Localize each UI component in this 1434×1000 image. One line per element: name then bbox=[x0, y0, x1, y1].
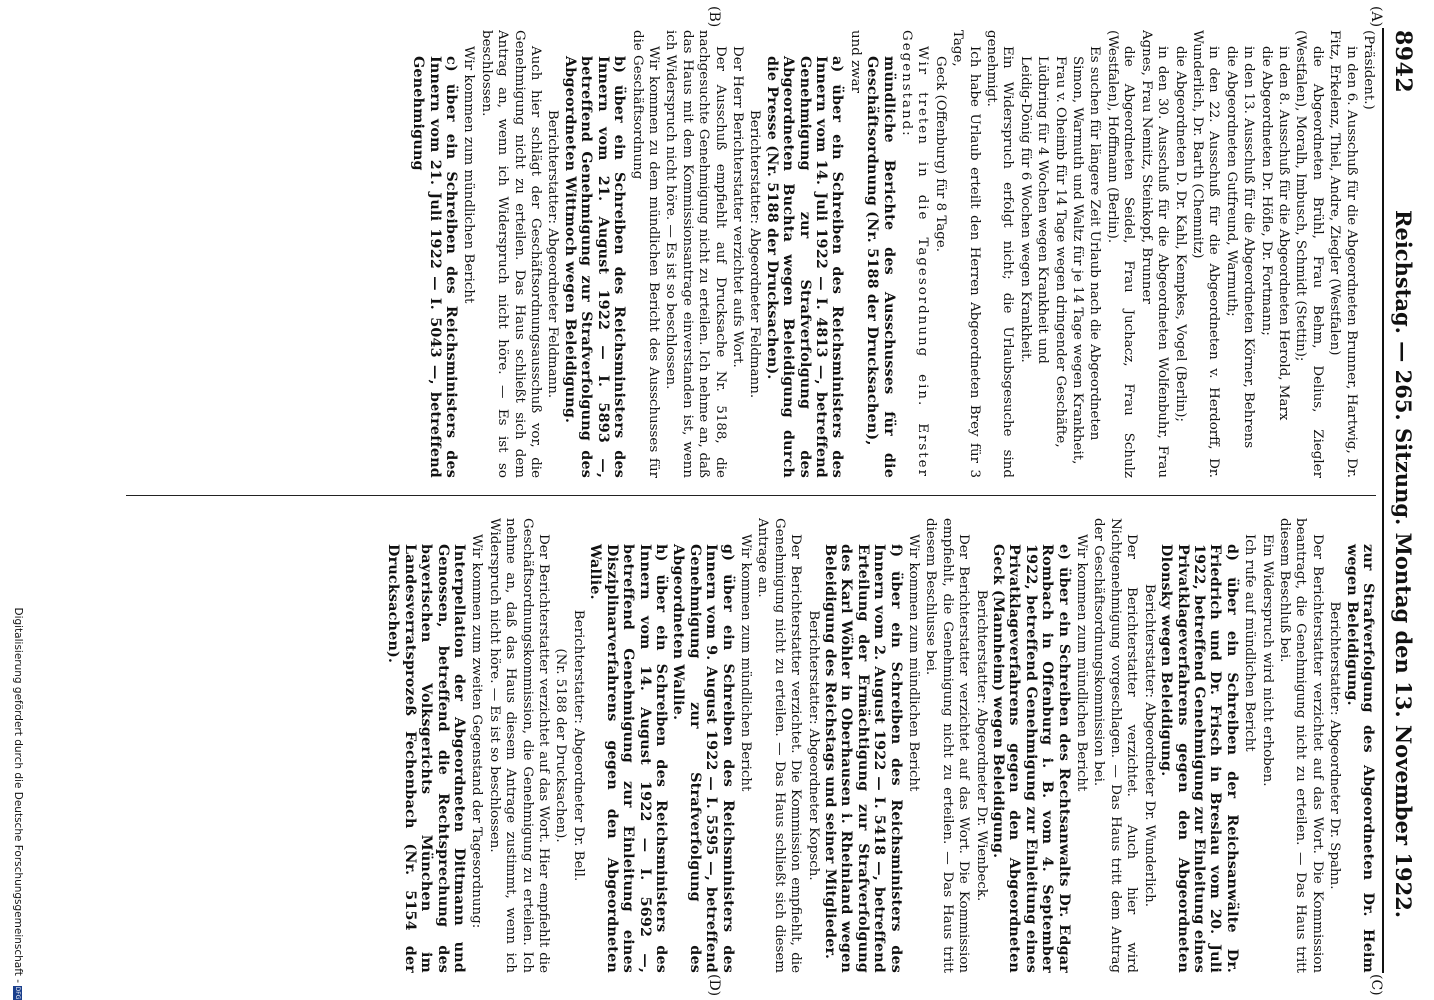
paragraph: Der Berichterstatter verzichtet auf das Wort. Die Kommission empfiehlt, die Genehmigung nicht zu erteilen. — Das Haus tritt diesem Beschlusse bei. bbox=[923, 518, 972, 973]
rapporteur: Berichterstatter: Abgeordneter Dr. Spahn. bbox=[1327, 601, 1343, 890]
agenda-subitem-e: e) über ein Schreiben des Rechtsanwalts Dr. Edgar Rombach in Offenburg i. B. vom 4. September 1922, betreffend Genehmigung zur Einleitung eines Privatklageverfahrens gegen den Abgeordneten Geck (Mannheim) wegen Beleidigung. bbox=[990, 544, 1072, 973]
paragraph: die Abgeordneten Seidel, Frau Juchacz, Frau Schulz (Westfalen), Hoffmann (Berlin). bbox=[1104, 30, 1137, 478]
margin-marker-b: (B) bbox=[706, 6, 722, 28]
agenda-subitem-a: a) über ein Schreiben des Reichsministers des Innern vom 14. Juli 1922 — I. 4813 —, betreffend Genehmigung zur Strafverfolgung des Abgeordneten Buchta wegen Beleidigung durch die Presse (Nr. 5188 der Drucksachen). bbox=[763, 56, 846, 478]
paragraph: Der Berichterstatter verzichtet. Die Kommission empfiehlt, die Genehmigung nicht zu erteilen. — Das Haus schließt sich diesem Antrage an. bbox=[755, 518, 804, 973]
left-column bbox=[86, 30, 1376, 478]
rapporteur: Berichterstatter: Abgeordneter Feldmann. bbox=[545, 109, 561, 399]
agenda-subitem-h: h) über ein Schreiben des Reichsministers des Innern vom 14. August 1922 — I. 5692 —, betreffend Genehmigung zur Einleitung eines Disziplinarverfahrens gegen den Abgeordneten Wallie. bbox=[587, 544, 669, 973]
paragraph: Ein Widerspruch erfolgt nicht; die Urlaubsgesuche sind genehmigt. bbox=[984, 30, 1016, 478]
page-title: Reichstag. — 265. Sitzung. Montag den 13. November 1922. bbox=[1391, 210, 1416, 919]
margin-marker-d: (D) bbox=[706, 974, 722, 997]
paragraph: (Präsident.) bbox=[1361, 30, 1376, 110]
paragraph: die Abgeordneten Gutfreund, Warmuth; bbox=[1223, 46, 1239, 317]
paragraph: in den 6. Ausschuß für die Abgeordneten Brunner, Hartwig, Dr. Fitz, Erkelenz, Thiel, Andre, Ziegler (Westfalen) bbox=[1327, 30, 1359, 478]
paragraph: Ich rufe auf mündlichen Bericht bbox=[1242, 534, 1258, 752]
paragraph: Der Ausschuß empfiehlt auf Drucksache Nr. 5188, die nachgesuchte Genehmigung nicht zu erteilen. Ich nehme an, daß das Haus mit dem Kommissionsantrage einverstanden ist, wenn ich Widerspruch nicht höre. — Es ist so beschlossen. bbox=[663, 30, 728, 478]
agenda-subitem-f: f) über ein Schreiben des Reichsministers des Innern vom 2. August 1922 — I. 5418 —, betreffend Erteilung der Ermächtigung zur Strafverfolgung des Karl Wöhler in Oberhausen i. Rheinland wegen Beleidigung des Reichstags und seiner Mitglieder. bbox=[822, 544, 904, 973]
rapporteur: Berichterstatter: Abgeordneter Dr. Wunderlich. bbox=[1141, 583, 1157, 908]
paragraph: Frau v. Oheimb für 14 Tage wegen dringender Geschäfte, bbox=[1052, 56, 1068, 448]
digitization-credit bbox=[12, 0, 24, 1000]
paragraph: die Abgeordneten Brühl, Frau Behm, Delius, Ziegler (Westfalen), Moralh, Imbusch, Schmidt (Stettin); bbox=[1293, 30, 1325, 478]
paragraph: Der Berichterstatter verzichtet auf das Wort. Die Kommission beantragt, die Genehmigung nicht zu erteilen. — Das Haus tritt diesem Beschluß bei. bbox=[1276, 518, 1325, 973]
dfg-logo: DFG bbox=[14, 986, 22, 1000]
paragraph: die Abgeordneten D. Dr. Kahl, Kempkes, Vogel (Berlin); bbox=[1172, 46, 1188, 423]
paragraph: Wir kommen zum mündlichen Bericht bbox=[461, 46, 477, 304]
paragraph: Leidig-Dönig für 6 Wochen wegen Krankheit. bbox=[1017, 56, 1033, 363]
paragraph: Der Berichterstatter verzichtet. Auch hier wird Nichtgenehmigung vorgeschlagen. — Das Haus tritt dem Antrag der Geschäftsordnungskommission bei. bbox=[1091, 518, 1140, 973]
paragraph: Wir kommen zum mündlichen Bericht bbox=[1074, 534, 1090, 792]
agenda-subitem-b: b) über ein Schreiben des Reichsministers des Innern vom 21. August 1922 — I. 5893 —, betreffend Genehmigung zur Strafverfolgung des Abgeordneten Wittmoch wegen Beleidigung. bbox=[561, 56, 628, 478]
paragraph: in den 22. Ausschuß für die Abgeordneten v. Herdorff, Dr. Wunderlich, Dr. Barth (Chemnitz) bbox=[1189, 30, 1222, 478]
paragraph: Geck (Offenburg) für 8 Tage. bbox=[932, 56, 948, 253]
agenda-subitem-c-cont: zur Strafverfolgung des Abgeordneten Dr. Heim wegen Beleidigung. bbox=[1343, 544, 1376, 973]
paragraph: Der Berichterstatter verzichtet auf das Wort. Hier empfiehlt die Geschäftsordnungskommission, die Genehmigung zu erteilen. Ich nehme an, daß das Haus diesem Antrage zustimmt, wenn ich Widerspruch nicht höre. — Es ist so beschlossen. bbox=[486, 518, 552, 973]
paragraph: Es suchen für längere Zeit Urlaub nach die Abgeordneten bbox=[1087, 46, 1103, 441]
paragraph: und zwar bbox=[847, 30, 863, 93]
column-divider bbox=[126, 495, 1376, 496]
rapporteur: Berichterstatter: Abgeordneter Dr. Wienbeck. bbox=[973, 589, 989, 902]
paragraph: Ein Widerspruch wird nicht erhoben. bbox=[1259, 534, 1275, 787]
agenda-item-heading: mündliche Berichte des Ausschusses für die Geschäftsordnung (Nr. 5188 der Drucksachen), bbox=[864, 56, 897, 478]
rapporteur: Berichterstatter: Abgeordneter Kopsch. bbox=[805, 610, 821, 881]
margin-marker-c: (C) bbox=[1368, 974, 1384, 996]
paragraph: Simon, Warmuth und Waltz für je 14 Tage wegen Krankheit, bbox=[1070, 56, 1086, 465]
paragraph: (Nr. 5188 der Drucksachen). bbox=[553, 648, 569, 843]
paragraph: die Abgeordneten Dr. Höfle, Dr. Fortmann; bbox=[1258, 46, 1274, 336]
paragraph: Wir kommen zum mündlichen Bericht bbox=[737, 534, 753, 792]
credit-text: Digitalisierung gefördert durch die Deutsche Forschungsgemeinschaft - bbox=[12, 607, 24, 983]
paragraph: Wir treten in die Tagesordnung ein. Erster Gegenstand: bbox=[899, 30, 931, 478]
paragraph: Lüdbring für 4 Wochen wegen Krankheit und bbox=[1035, 56, 1051, 364]
margin-marker-a: (A) bbox=[1368, 6, 1384, 28]
paragraph: Wir kommen zum zweiten Gegenstand der Tagesordnung: bbox=[469, 534, 485, 929]
rapporteur: Berichterstatter: Abgeordneter Dr. Bell. bbox=[570, 609, 586, 882]
paragraph: Wir kommen zum mündlichen Bericht bbox=[906, 534, 922, 792]
paragraph: Wir kommen zu dem mündlichen Bericht des Ausschusses für die Geschäftsordnung bbox=[629, 30, 661, 478]
paragraph: in den 8. Ausschuß für die Abgeordneten Herold, Marx bbox=[1275, 46, 1291, 421]
header-rule bbox=[1382, 28, 1384, 973]
paragraph: Auch hier schlägt der Geschäftsordnungsausschuß vor, die Genehmigung nicht zu erteilen. Das Haus schließt sich dem Antrag an, wenn ich Widerspruch nicht höre. — Es ist so beschlossen. bbox=[478, 30, 544, 478]
page-header bbox=[1386, 30, 1416, 970]
agenda-subitem-c: c) über ein Schreiben des Reichsministers des Innern vom 21. Juli 1922 — I. 5043 —, betreffend Genehmigung bbox=[410, 56, 460, 478]
agenda-subitem-d: d) über ein Schreiben der Reichsanwälte Dr. Friedrich und Dr. Frisch in Breslau vom 20. Juli 1922, betreffend Genehmigung zur Einleitung eines Privatklageverfahrens gegen den Abgeordneten Dlonsky wegen Beleidigung. bbox=[1158, 544, 1240, 973]
paragraph: in den 30. Ausschuß für die Abgeordneten Wolfenbuhr, Frau Agnes, Frau Nemitz, Steinkopf, Brunner bbox=[1138, 30, 1171, 478]
rapporteur: Berichterstatter: Abgeordneter Feldmann. bbox=[747, 109, 763, 399]
paragraph: Ich habe Urlaub erteilt den Herren Abgeordneten Brey für 3 Tage, bbox=[950, 30, 982, 478]
right-column bbox=[86, 518, 1376, 973]
paragraph: Der Herr Berichterstatter verzichtet aufs Wort. bbox=[729, 46, 745, 368]
agenda-subitem-g: g) über ein Schreiben des Reichsministers des Innern vom 9. August 1922 — I. 5595 —, betreffend Genehmigung zur Strafverfolgung des Abgeordneten Wallie. bbox=[670, 544, 736, 973]
page-number: 8942 bbox=[1390, 30, 1416, 94]
interpellation-heading: Interpellation der Abgeordneten Dittmann und Genossen, betreffend die Rechtsprechung des bayerischen Volksgerichts München im Landesverratsprozeß Fechenbach (Nr. 5154 der Drucksachen). bbox=[385, 544, 468, 973]
paragraph: in den 13. Ausschuß für die Abgeordneten Körner, Behrens bbox=[1241, 46, 1257, 449]
